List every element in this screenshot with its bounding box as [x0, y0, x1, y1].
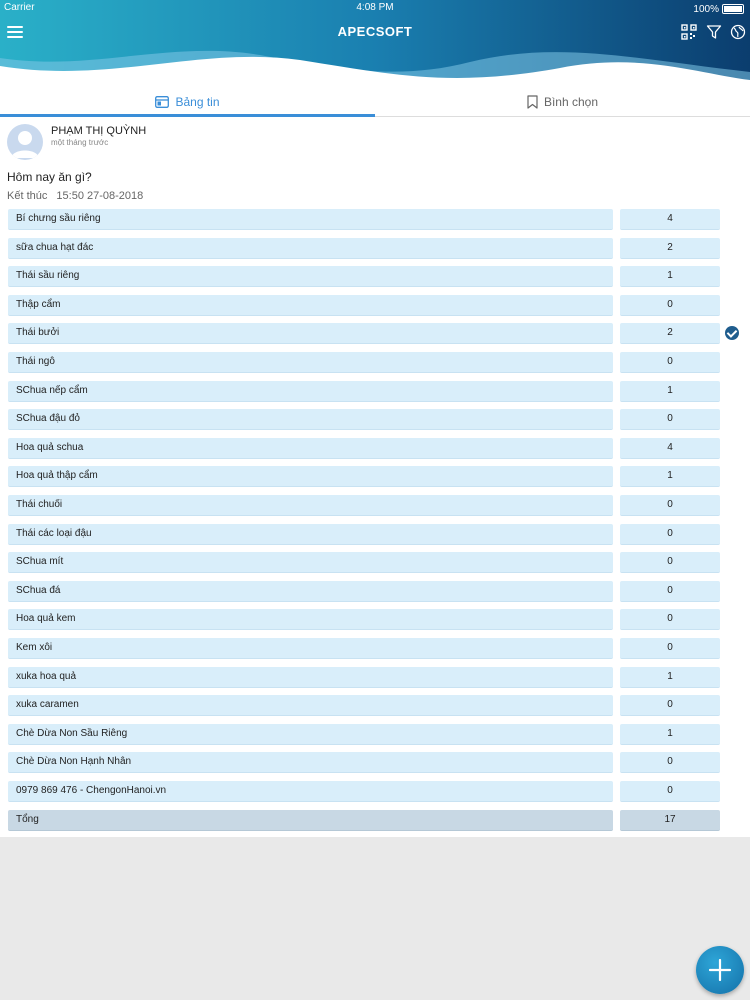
poll-option-count: 0: [620, 524, 720, 545]
poll-option-label[interactable]: SChua mít: [8, 552, 613, 573]
poll-option-row[interactable]: [8, 409, 750, 431]
poll-option-row[interactable]: [8, 323, 750, 345]
poll-option-count: 1: [620, 266, 720, 287]
avatar[interactable]: [7, 124, 43, 160]
poll-option-label[interactable]: Thái chuối: [8, 495, 613, 516]
vote-checkbox[interactable]: [725, 212, 739, 226]
newsfeed-icon: [155, 96, 169, 108]
vote-checkbox[interactable]: [725, 269, 739, 283]
vote-checkbox[interactable]: [725, 527, 739, 541]
total-label: Tổng: [8, 810, 613, 831]
vote-checkbox[interactable]: [725, 698, 739, 712]
poll-option-row[interactable]: [8, 209, 750, 231]
poll-option-count: 0: [620, 552, 720, 573]
poll-option-label[interactable]: SChua đá: [8, 581, 613, 602]
poll-option-count: 4: [620, 209, 720, 230]
vote-checkbox[interactable]: [725, 584, 739, 598]
poll-option-row[interactable]: [8, 752, 750, 774]
vote-checkbox[interactable]: [725, 412, 739, 426]
checked-icon[interactable]: [725, 326, 739, 340]
vote-checkbox[interactable]: [725, 755, 739, 769]
user-avatar-icon: [7, 124, 43, 160]
vote-checkbox[interactable]: [725, 298, 739, 312]
poll-option-label[interactable]: Bí chưng sầu riêng: [8, 209, 613, 230]
tab-newsfeed[interactable]: [0, 88, 375, 116]
poll-option-count: 0: [620, 581, 720, 602]
poll-option-label[interactable]: Thái bưởi: [8, 323, 613, 344]
tab-newsfeed-label: Bảng tin: [175, 95, 220, 109]
vote-checkbox[interactable]: [725, 241, 739, 255]
author-name[interactable]: PHẠM THỊ QUỲNH: [51, 125, 147, 137]
vote-checkbox[interactable]: [725, 441, 739, 455]
poll-option-label[interactable]: Hoa quả kem: [8, 609, 613, 630]
poll-option-count: 0: [620, 695, 720, 716]
poll-option-label[interactable]: xuka hoa quả: [8, 667, 613, 688]
bookmark-icon: [527, 95, 538, 109]
poll-option-count: 0: [620, 352, 720, 373]
battery-status: [693, 2, 744, 16]
clock: 4:08 PM: [356, 2, 394, 13]
total-count: 17: [620, 810, 720, 831]
poll-option-count: 0: [620, 295, 720, 316]
poll-option-row[interactable]: [8, 295, 750, 317]
poll-option-count: 0: [620, 752, 720, 773]
vote-checkbox[interactable]: [725, 384, 739, 398]
qr-code-icon[interactable]: [681, 24, 697, 40]
vote-checkbox[interactable]: [725, 355, 739, 369]
poll-option-label[interactable]: 0979 869 476 - ChengonHanoi.vn: [8, 781, 613, 802]
poll-option-count: 2: [620, 238, 720, 259]
poll-option-row[interactable]: [8, 667, 750, 689]
end-time-value: 15:50 27-08-2018: [56, 190, 144, 202]
poll-option-row[interactable]: [8, 238, 750, 260]
vote-checkbox[interactable]: [725, 612, 739, 626]
poll-option-label[interactable]: Kem xôi: [8, 638, 613, 659]
filter-icon[interactable]: [706, 24, 722, 40]
plus-icon: [709, 959, 731, 981]
poll-option-label[interactable]: SChua nếp cẩm: [8, 381, 613, 402]
poll-option-label[interactable]: Thái sầu riêng: [8, 266, 613, 287]
vote-checkbox[interactable]: [725, 784, 739, 798]
poll-option-count: 0: [620, 781, 720, 802]
poll-option-label[interactable]: Thái ngô: [8, 352, 613, 373]
battery-percent: 100%: [693, 3, 719, 15]
poll-option-count: 0: [620, 638, 720, 659]
poll-option-label[interactable]: Thái các loại đậu: [8, 524, 613, 545]
poll-total-row: [8, 810, 750, 832]
poll-option-row[interactable]: [8, 552, 750, 574]
tab-vote[interactable]: [375, 88, 750, 116]
poll-option-label[interactable]: sữa chua hạt đác: [8, 238, 613, 259]
tab-vote-label: Bình chọn: [543, 95, 599, 109]
poll-option-row[interactable]: [8, 495, 750, 517]
poll-option-label[interactable]: Chè Dừa Non Sầu Riêng: [8, 724, 613, 745]
poll-option-count: 1: [620, 667, 720, 688]
poll-option-row[interactable]: [8, 524, 750, 546]
poll-option-row[interactable]: [8, 266, 750, 288]
vote-checkbox[interactable]: [725, 555, 739, 569]
poll-option-row[interactable]: [8, 466, 750, 488]
poll-option-label[interactable]: Hoa quả schua: [8, 438, 613, 459]
poll-option-row[interactable]: [8, 381, 750, 403]
app-title: APECSOFT: [337, 24, 413, 39]
poll-option-count: 1: [620, 466, 720, 487]
vote-checkbox[interactable]: [725, 469, 739, 483]
poll-option-count: 0: [620, 609, 720, 630]
poll-option-row[interactable]: [8, 724, 750, 746]
poll-option-row[interactable]: [8, 609, 750, 631]
poll-post-card: [0, 117, 750, 837]
vote-checkbox[interactable]: [725, 670, 739, 684]
poll-option-count: 1: [620, 381, 720, 402]
poll-option-row[interactable]: [8, 352, 750, 374]
end-label: Kết thúc: [7, 190, 48, 202]
poll-option-label[interactable]: SChua đậu đỏ: [8, 409, 613, 430]
carrier-label: Carrier: [4, 2, 35, 13]
vote-checkbox[interactable]: [725, 727, 739, 741]
globe-icon[interactable]: [730, 24, 746, 40]
tab-bar: [0, 88, 750, 117]
poll-option-label[interactable]: Thập cẩm: [8, 295, 613, 316]
battery-icon: [722, 4, 744, 14]
app-header: [0, 0, 750, 88]
poll-option-row[interactable]: [8, 781, 750, 803]
poll-option-count: 0: [620, 495, 720, 516]
vote-checkbox[interactable]: [725, 641, 739, 655]
vote-checkbox[interactable]: [725, 498, 739, 512]
post-time: một tháng trước: [51, 138, 109, 147]
poll-option-row[interactable]: [8, 638, 750, 660]
poll-option-label[interactable]: Chè Dừa Non Hạnh Nhân: [8, 752, 613, 773]
poll-option-count: 0: [620, 409, 720, 430]
poll-option-count: 2: [620, 323, 720, 344]
poll-option-row[interactable]: [8, 581, 750, 603]
poll-option-label[interactable]: xuka caramen: [8, 695, 613, 716]
poll-question: Hôm nay ăn gì?: [7, 170, 92, 184]
poll-option-count: 4: [620, 438, 720, 459]
poll-option-row[interactable]: [8, 695, 750, 717]
poll-option-count: 1: [620, 724, 720, 745]
poll-option-row[interactable]: [8, 438, 750, 460]
poll-option-label[interactable]: Hoa quả thập cẩm: [8, 466, 613, 487]
poll-end-time: [7, 190, 143, 202]
add-post-button[interactable]: [696, 946, 744, 994]
